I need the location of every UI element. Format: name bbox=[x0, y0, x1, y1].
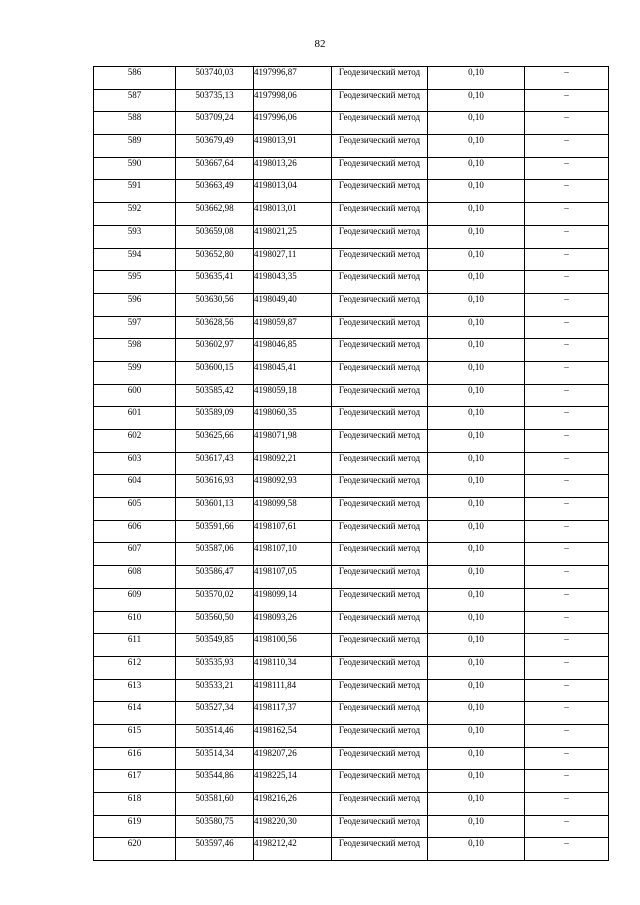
note-cell: – bbox=[525, 157, 609, 180]
y-coordinate-cell: 4197996,06 bbox=[254, 112, 332, 135]
note-cell: – bbox=[525, 679, 609, 702]
table-row bbox=[94, 498, 609, 521]
x-coordinate-cell: 503602,97 bbox=[176, 339, 254, 362]
accuracy-cell: 0,10 bbox=[428, 135, 525, 158]
note-cell: – bbox=[525, 793, 609, 816]
method-cell: Геодезический метод bbox=[332, 135, 428, 158]
x-coordinate-cell: 503617,43 bbox=[176, 452, 254, 475]
method-cell: Геодезический метод bbox=[332, 793, 428, 816]
x-coordinate-cell: 503533,21 bbox=[176, 679, 254, 702]
table-row bbox=[94, 770, 609, 793]
table-row bbox=[94, 67, 609, 90]
y-coordinate-cell: 4198027,11 bbox=[254, 248, 332, 271]
method-cell: Геодезический метод bbox=[332, 656, 428, 679]
method-cell: Геодезический метод bbox=[332, 566, 428, 589]
table-row bbox=[94, 135, 609, 158]
method-cell: Геодезический метод bbox=[332, 407, 428, 430]
note-cell: – bbox=[525, 543, 609, 566]
y-coordinate-cell: 4198216,26 bbox=[254, 793, 332, 816]
note-cell: – bbox=[525, 248, 609, 271]
y-coordinate-cell: 4198107,10 bbox=[254, 543, 332, 566]
table-row bbox=[94, 361, 609, 384]
table-row bbox=[94, 157, 609, 180]
table-row bbox=[94, 475, 609, 498]
x-coordinate-cell: 503589,09 bbox=[176, 407, 254, 430]
point-number-cell: 606 bbox=[94, 520, 176, 543]
method-cell: Геодезический метод bbox=[332, 770, 428, 793]
point-number-cell: 619 bbox=[94, 815, 176, 838]
point-number-cell: 587 bbox=[94, 89, 176, 112]
accuracy-cell: 0,10 bbox=[428, 452, 525, 475]
note-cell: – bbox=[525, 611, 609, 634]
point-number-cell: 616 bbox=[94, 747, 176, 770]
x-coordinate-cell: 503635,41 bbox=[176, 271, 254, 294]
note-cell: – bbox=[525, 203, 609, 226]
accuracy-cell: 0,10 bbox=[428, 157, 525, 180]
table-row bbox=[94, 520, 609, 543]
method-cell: Геодезический метод bbox=[332, 634, 428, 657]
x-coordinate-cell: 503679,49 bbox=[176, 135, 254, 158]
accuracy-cell: 0,10 bbox=[428, 316, 525, 339]
note-cell: – bbox=[525, 475, 609, 498]
x-coordinate-cell: 503616,93 bbox=[176, 475, 254, 498]
method-cell: Геодезический метод bbox=[332, 225, 428, 248]
note-cell: – bbox=[525, 271, 609, 294]
y-coordinate-cell: 4198045,41 bbox=[254, 361, 332, 384]
table-row bbox=[94, 815, 609, 838]
accuracy-cell: 0,10 bbox=[428, 293, 525, 316]
point-number-cell: 598 bbox=[94, 339, 176, 362]
table-row bbox=[94, 838, 609, 861]
table-row bbox=[94, 588, 609, 611]
table-row bbox=[94, 180, 609, 203]
table-row bbox=[94, 430, 609, 453]
accuracy-cell: 0,10 bbox=[428, 634, 525, 657]
table-row bbox=[94, 203, 609, 226]
point-number-cell: 590 bbox=[94, 157, 176, 180]
point-number-cell: 599 bbox=[94, 361, 176, 384]
method-cell: Геодезический метод bbox=[332, 498, 428, 521]
table-row bbox=[94, 316, 609, 339]
table-row bbox=[94, 293, 609, 316]
note-cell: – bbox=[525, 498, 609, 521]
point-number-cell: 603 bbox=[94, 452, 176, 475]
y-coordinate-cell: 4198021,25 bbox=[254, 225, 332, 248]
method-cell: Геодезический метод bbox=[332, 430, 428, 453]
x-coordinate-cell: 503585,42 bbox=[176, 384, 254, 407]
point-number-cell: 589 bbox=[94, 135, 176, 158]
table-row bbox=[94, 89, 609, 112]
y-coordinate-cell: 4198100,56 bbox=[254, 634, 332, 657]
note-cell: – bbox=[525, 112, 609, 135]
table-row bbox=[94, 225, 609, 248]
accuracy-cell: 0,10 bbox=[428, 112, 525, 135]
accuracy-cell: 0,10 bbox=[428, 679, 525, 702]
x-coordinate-cell: 503514,34 bbox=[176, 747, 254, 770]
x-coordinate-cell: 503740,03 bbox=[176, 67, 254, 90]
note-cell: – bbox=[525, 588, 609, 611]
y-coordinate-cell: 4198162,54 bbox=[254, 724, 332, 747]
table-row bbox=[94, 407, 609, 430]
table-row bbox=[94, 793, 609, 816]
y-coordinate-cell: 4198060,35 bbox=[254, 407, 332, 430]
point-number-cell: 597 bbox=[94, 316, 176, 339]
point-number-cell: 605 bbox=[94, 498, 176, 521]
note-cell: – bbox=[525, 770, 609, 793]
table-row bbox=[94, 543, 609, 566]
method-cell: Геодезический метод bbox=[332, 475, 428, 498]
x-coordinate-cell: 503652,80 bbox=[176, 248, 254, 271]
table-row bbox=[94, 452, 609, 475]
accuracy-cell: 0,10 bbox=[428, 67, 525, 90]
point-number-cell: 610 bbox=[94, 611, 176, 634]
method-cell: Геодезический метод bbox=[332, 339, 428, 362]
method-cell: Геодезический метод bbox=[332, 248, 428, 271]
table-row bbox=[94, 112, 609, 135]
point-number-cell: 601 bbox=[94, 407, 176, 430]
accuracy-cell: 0,10 bbox=[428, 543, 525, 566]
y-coordinate-cell: 4198092,93 bbox=[254, 475, 332, 498]
method-cell: Геодезический метод bbox=[332, 157, 428, 180]
x-coordinate-cell: 503570,02 bbox=[176, 588, 254, 611]
y-coordinate-cell: 4198043,35 bbox=[254, 271, 332, 294]
method-cell: Геодезический метод bbox=[332, 724, 428, 747]
point-number-cell: 614 bbox=[94, 702, 176, 725]
accuracy-cell: 0,10 bbox=[428, 724, 525, 747]
accuracy-cell: 0,10 bbox=[428, 430, 525, 453]
method-cell: Геодезический метод bbox=[332, 679, 428, 702]
method-cell: Геодезический метод bbox=[332, 271, 428, 294]
note-cell: – bbox=[525, 747, 609, 770]
method-cell: Геодезический метод bbox=[332, 112, 428, 135]
x-coordinate-cell: 503544,86 bbox=[176, 770, 254, 793]
table-row bbox=[94, 566, 609, 589]
y-coordinate-cell: 4198099,14 bbox=[254, 588, 332, 611]
table-row bbox=[94, 384, 609, 407]
method-cell: Геодезический метод bbox=[332, 89, 428, 112]
note-cell: – bbox=[525, 566, 609, 589]
method-cell: Геодезический метод bbox=[332, 611, 428, 634]
note-cell: – bbox=[525, 361, 609, 384]
method-cell: Геодезический метод bbox=[332, 452, 428, 475]
y-coordinate-cell: 4198212,42 bbox=[254, 838, 332, 861]
table-row bbox=[94, 271, 609, 294]
note-cell: – bbox=[525, 815, 609, 838]
y-coordinate-cell: 4198220,30 bbox=[254, 815, 332, 838]
point-number-cell: 613 bbox=[94, 679, 176, 702]
note-cell: – bbox=[525, 430, 609, 453]
y-coordinate-cell: 4198013,04 bbox=[254, 180, 332, 203]
x-coordinate-cell: 503591,66 bbox=[176, 520, 254, 543]
point-number-cell: 620 bbox=[94, 838, 176, 861]
note-cell: – bbox=[525, 520, 609, 543]
point-number-cell: 612 bbox=[94, 656, 176, 679]
note-cell: – bbox=[525, 339, 609, 362]
accuracy-cell: 0,10 bbox=[428, 770, 525, 793]
method-cell: Геодезический метод bbox=[332, 316, 428, 339]
accuracy-cell: 0,10 bbox=[428, 475, 525, 498]
table-row bbox=[94, 611, 609, 634]
method-cell: Геодезический метод bbox=[332, 384, 428, 407]
method-cell: Геодезический метод bbox=[332, 361, 428, 384]
y-coordinate-cell: 4197996,87 bbox=[254, 67, 332, 90]
x-coordinate-cell: 503514,46 bbox=[176, 724, 254, 747]
note-cell: – bbox=[525, 316, 609, 339]
table-row bbox=[94, 702, 609, 725]
accuracy-cell: 0,10 bbox=[428, 815, 525, 838]
x-coordinate-cell: 503587,06 bbox=[176, 543, 254, 566]
method-cell: Геодезический метод bbox=[332, 838, 428, 861]
method-cell: Геодезический метод bbox=[332, 702, 428, 725]
x-coordinate-cell: 503662,98 bbox=[176, 203, 254, 226]
note-cell: – bbox=[525, 634, 609, 657]
table-row bbox=[94, 634, 609, 657]
note-cell: – bbox=[525, 702, 609, 725]
accuracy-cell: 0,10 bbox=[428, 180, 525, 203]
accuracy-cell: 0,10 bbox=[428, 384, 525, 407]
y-coordinate-cell: 4198071,98 bbox=[254, 430, 332, 453]
method-cell: Геодезический метод bbox=[332, 543, 428, 566]
point-number-cell: 595 bbox=[94, 271, 176, 294]
y-coordinate-cell: 4198099,58 bbox=[254, 498, 332, 521]
point-number-cell: 615 bbox=[94, 724, 176, 747]
point-number-cell: 593 bbox=[94, 225, 176, 248]
method-cell: Геодезический метод bbox=[332, 293, 428, 316]
table-row bbox=[94, 248, 609, 271]
y-coordinate-cell: 4198107,05 bbox=[254, 566, 332, 589]
point-number-cell: 618 bbox=[94, 793, 176, 816]
point-number-cell: 607 bbox=[94, 543, 176, 566]
y-coordinate-cell: 4198093,26 bbox=[254, 611, 332, 634]
accuracy-cell: 0,10 bbox=[428, 588, 525, 611]
y-coordinate-cell: 4198046,85 bbox=[254, 339, 332, 362]
point-number-cell: 604 bbox=[94, 475, 176, 498]
table-row bbox=[94, 747, 609, 770]
point-number-cell: 611 bbox=[94, 634, 176, 657]
method-cell: Геодезический метод bbox=[332, 180, 428, 203]
y-coordinate-cell: 4198013,01 bbox=[254, 203, 332, 226]
y-coordinate-cell: 4198111,84 bbox=[254, 679, 332, 702]
y-coordinate-cell: 4198013,91 bbox=[254, 135, 332, 158]
x-coordinate-cell: 503549,85 bbox=[176, 634, 254, 657]
note-cell: – bbox=[525, 67, 609, 90]
y-coordinate-cell: 4198049,40 bbox=[254, 293, 332, 316]
accuracy-cell: 0,10 bbox=[428, 498, 525, 521]
point-number-cell: 591 bbox=[94, 180, 176, 203]
point-number-cell: 588 bbox=[94, 112, 176, 135]
table-row bbox=[94, 656, 609, 679]
accuracy-cell: 0,10 bbox=[428, 747, 525, 770]
accuracy-cell: 0,10 bbox=[428, 702, 525, 725]
method-cell: Геодезический метод bbox=[332, 520, 428, 543]
y-coordinate-cell: 4198059,18 bbox=[254, 384, 332, 407]
page-number: 82 bbox=[314, 38, 326, 50]
point-number-cell: 617 bbox=[94, 770, 176, 793]
accuracy-cell: 0,10 bbox=[428, 793, 525, 816]
x-coordinate-cell: 503709,24 bbox=[176, 112, 254, 135]
x-coordinate-cell: 503580,75 bbox=[176, 815, 254, 838]
accuracy-cell: 0,10 bbox=[428, 89, 525, 112]
accuracy-cell: 0,10 bbox=[428, 611, 525, 634]
point-number-cell: 594 bbox=[94, 248, 176, 271]
y-coordinate-cell: 4198225,14 bbox=[254, 770, 332, 793]
point-number-cell: 596 bbox=[94, 293, 176, 316]
y-coordinate-cell: 4198110,34 bbox=[254, 656, 332, 679]
y-coordinate-cell: 4198059,87 bbox=[254, 316, 332, 339]
y-coordinate-cell: 4198107,61 bbox=[254, 520, 332, 543]
x-coordinate-cell: 503667,64 bbox=[176, 157, 254, 180]
x-coordinate-cell: 503625,66 bbox=[176, 430, 254, 453]
point-number-cell: 592 bbox=[94, 203, 176, 226]
point-number-cell: 608 bbox=[94, 566, 176, 589]
point-number-cell: 602 bbox=[94, 430, 176, 453]
x-coordinate-cell: 503601,13 bbox=[176, 498, 254, 521]
accuracy-cell: 0,10 bbox=[428, 361, 525, 384]
accuracy-cell: 0,10 bbox=[428, 656, 525, 679]
accuracy-cell: 0,10 bbox=[428, 339, 525, 362]
y-coordinate-cell: 4197998,06 bbox=[254, 89, 332, 112]
point-number-cell: 586 bbox=[94, 67, 176, 90]
note-cell: – bbox=[525, 180, 609, 203]
note-cell: – bbox=[525, 89, 609, 112]
method-cell: Геодезический метод bbox=[332, 815, 428, 838]
method-cell: Геодезический метод bbox=[332, 588, 428, 611]
x-coordinate-cell: 503527,34 bbox=[176, 702, 254, 725]
x-coordinate-cell: 503659,08 bbox=[176, 225, 254, 248]
table-row bbox=[94, 679, 609, 702]
note-cell: – bbox=[525, 407, 609, 430]
accuracy-cell: 0,10 bbox=[428, 407, 525, 430]
note-cell: – bbox=[525, 452, 609, 475]
note-cell: – bbox=[525, 135, 609, 158]
note-cell: – bbox=[525, 225, 609, 248]
y-coordinate-cell: 4198207,26 bbox=[254, 747, 332, 770]
x-coordinate-cell: 503628,56 bbox=[176, 316, 254, 339]
note-cell: – bbox=[525, 656, 609, 679]
x-coordinate-cell: 503586,47 bbox=[176, 566, 254, 589]
note-cell: – bbox=[525, 724, 609, 747]
accuracy-cell: 0,10 bbox=[428, 520, 525, 543]
method-cell: Геодезический метод bbox=[332, 203, 428, 226]
accuracy-cell: 0,10 bbox=[428, 566, 525, 589]
y-coordinate-cell: 4198117,37 bbox=[254, 702, 332, 725]
x-coordinate-cell: 503535,93 bbox=[176, 656, 254, 679]
x-coordinate-cell: 503560,50 bbox=[176, 611, 254, 634]
x-coordinate-cell: 503735,13 bbox=[176, 89, 254, 112]
y-coordinate-cell: 4198092,21 bbox=[254, 452, 332, 475]
accuracy-cell: 0,10 bbox=[428, 838, 525, 861]
method-cell: Геодезический метод bbox=[332, 67, 428, 90]
accuracy-cell: 0,10 bbox=[428, 271, 525, 294]
point-number-cell: 600 bbox=[94, 384, 176, 407]
x-coordinate-cell: 503630,56 bbox=[176, 293, 254, 316]
accuracy-cell: 0,10 bbox=[428, 225, 525, 248]
note-cell: – bbox=[525, 384, 609, 407]
x-coordinate-cell: 503600,15 bbox=[176, 361, 254, 384]
coordinates-table bbox=[93, 66, 609, 861]
accuracy-cell: 0,10 bbox=[428, 248, 525, 271]
x-coordinate-cell: 503597,46 bbox=[176, 838, 254, 861]
point-number-cell: 609 bbox=[94, 588, 176, 611]
method-cell: Геодезический метод bbox=[332, 747, 428, 770]
accuracy-cell: 0,10 bbox=[428, 203, 525, 226]
y-coordinate-cell: 4198013,26 bbox=[254, 157, 332, 180]
note-cell: – bbox=[525, 838, 609, 861]
table-row bbox=[94, 339, 609, 362]
x-coordinate-cell: 503581,60 bbox=[176, 793, 254, 816]
x-coordinate-cell: 503663,49 bbox=[176, 180, 254, 203]
table-row bbox=[94, 724, 609, 747]
table-body bbox=[94, 67, 609, 861]
note-cell: – bbox=[525, 293, 609, 316]
